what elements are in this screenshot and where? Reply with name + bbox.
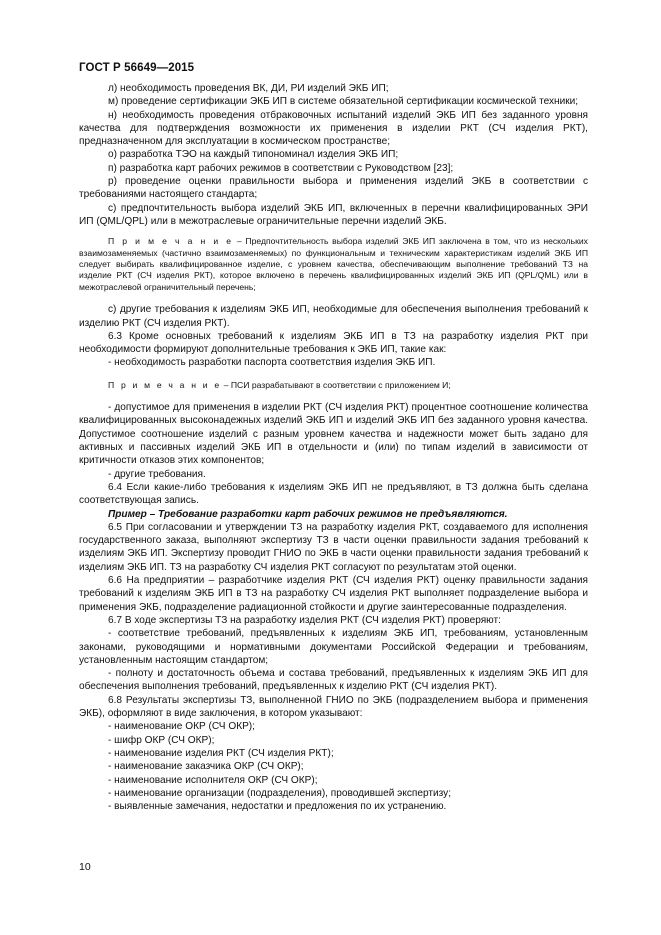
list-item: н) необходимость проведения отбраковочных испытаний изделий ЭКБ ИП без заданного уровня качества для подтверждения возможности их применения в изделии РКТ (СЧ изделия РКТ), предназначенном для эксплуатации в космическом пространстве; (79, 109, 588, 148)
paragraph: 6.4 Если какие-либо требования к изделиям ЭКБ ИП не предъявляют, в ТЗ должна быть сделана соответствующая запись. (79, 481, 588, 507)
paragraph: 6.6 На предприятии – разработчике изделия РКТ (СЧ изделия РКТ) оценку правильности задания требований к изделиям ЭКБ ИП в ТЗ на разработку СЧ изделия РКТ выполняет подразделение выбора и применения ЭКБ, подразделение радиационной стойкости и другие заинтересованные подразделения. (79, 575, 588, 613)
paragraph: 6.8 Результаты экспертизы ТЗ, выполненной ГНИО по ЭКБ (подразделением выбора и применения ЭКБ), оформляют в виде заключения, в котором указывают: (79, 694, 588, 720)
paragraph: 6.5 При согласовании и утверждении ТЗ на разработку изделия РКТ, создаваемого для исполнения государственного заказа, выполняют экспертизу ТЗ в части оценки правильности задания требований к изделиям ЭКБ ИП. Экспертизу проводит ГНИО по ЭКБ в части оценки правильности задания требований к изделиям ЭКБ ИП. ТЗ на разработку СЧ изделия РКТ согласуют по результатам этой оценки. (79, 521, 588, 573)
note-label: П р и м е ч а н и е (108, 236, 234, 247)
list-item: п) разработка карт рабочих режимов в соответствии с Руководством [23]; (108, 162, 454, 174)
note-label: П р и м е ч а н и е (108, 379, 222, 390)
page-content (79, 82, 588, 813)
list-item: с) предпочтительность выбора изделий ЭКБ ИП, включенных в перечни квалифицированных ЭРИ ИП (QML/QPL) или в межотраслевые ограничительные перечни изделий ЭКБ. (79, 202, 588, 227)
list-item: - шифр ОКР (СЧ ОКР); (108, 734, 215, 746)
list-item: - наименование ОКР (СЧ ОКР); (108, 721, 255, 733)
list-item: - другие требования. (108, 468, 206, 480)
list-item: с) другие требования к изделиям ЭКБ ИП, необходимые для обеспечения выполнения требований к изделию РКТ (СЧ изделия РКТ). (79, 304, 588, 329)
note-text: – Предпочтительность выбора изделий ЭКБ ИП заключена в том, что из нескольких взаимозаменяемых (частично взаимозаменяемых) по функциональным и техническим характеристикам изделий ЭКБ ИП следует выбирать квалифицированное изделие, с уровнем качества, обеспечивающим выполнение требований ТЗ на изделие РКТ (СЧ изделия РКТ), которое включено в перечень квалифицированных изделий ЭКБ ИП (QPL/QML) или в межотраслевой ограничительный перечень; (79, 236, 588, 292)
list-item: р) проведение оценки правильности выбора и применения изделий ЭКБ в соответствии с требованиями настоящего стандарта; (79, 176, 588, 201)
note-paragraph (79, 380, 588, 391)
example-text: Пример – Требование разработки карт рабочих режимов не предъявляются. (108, 508, 508, 520)
note-paragraph (79, 236, 588, 293)
standard-header: ГОСТ Р 56649—2015 (79, 62, 195, 74)
list-item: - выявленные замечания, недостатки и предложения по их устранению. (108, 801, 447, 813)
list-item: - наименование заказчика ОКР (СЧ ОКР); (108, 761, 304, 773)
list-item: - допустимое для применения в изделии РКТ (СЧ изделия РКТ) процентное соотношение количества квалифицированных высоконадежных изделий ЭКБ ИП и изделий ЭКБ ИП без заданного уровня качества. Допустимое соотношение изделий с разным уровнем качества и надежности может быть задано для активных и пассивных изделий ЭКБ ИП в отдельности и (или) по типам изделий в зависимости от критичности отказов этих компонентов; (79, 402, 588, 467)
paragraph: 6.3 Кроме основных требований к изделиям ЭКБ ИП в ТЗ на разработку изделия РКТ при необходимости формируют дополнительные требования к ЭКБ ИП, такие как: (79, 330, 588, 356)
note-text: – ПСИ разрабатывают в соответствии с приложением И; (221, 379, 451, 390)
list-item: - наименование организации (подразделения), проводившей экспертизу; (108, 787, 451, 799)
list-item: - полноту и достаточность объема и состава требований, предъявленных к изделиям ЭКБ ИП для обеспечения выполнения требований, предъявленных к изделию РКТ (СЧ изделия РКТ). (79, 668, 588, 693)
list-item: о) разработка ТЭО на каждый типономинал изделия ЭКБ ИП; (108, 149, 399, 161)
list-item: л) необходимость проведения ВК, ДИ, РИ изделий ЭКБ ИП; (108, 83, 389, 94)
page-number: 10 (79, 861, 91, 873)
list-item: - необходимость разработки паспорта соответствия изделия ЭКБ ИП. (108, 357, 436, 369)
list-item: м) проведение сертификации ЭКБ ИП в системе обязательной сертификации космической техники; (108, 96, 579, 108)
list-item: - наименование исполнителя ОКР (СЧ ОКР); (108, 774, 318, 786)
list-item: - соответствие требований, предъявленных к изделиям ЭКБ ИП, требованиям, установленным законами, руководящими и нормативными документами Российской Федерации и требованиям, установленным настоящим стандартом; (79, 628, 588, 666)
paragraph: 6.7 В ходе экспертизы ТЗ на разработку изделия РКТ (СЧ изделия РКТ) проверяют: (108, 614, 501, 626)
list-item: - наименование изделия РКТ (СЧ изделия РКТ); (108, 747, 334, 759)
